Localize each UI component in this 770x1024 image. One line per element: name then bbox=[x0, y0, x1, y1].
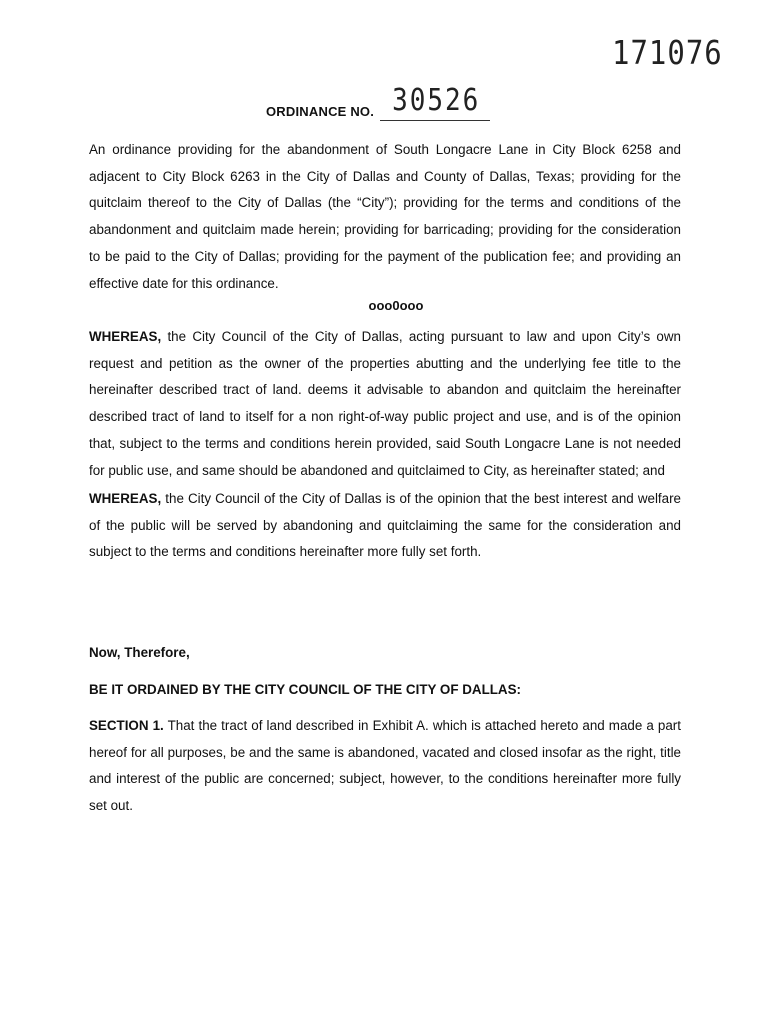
ordinance-label: ORDINANCE NO. bbox=[266, 104, 375, 119]
section-1-lead: SECTION 1. bbox=[89, 718, 164, 733]
section-1 bbox=[89, 713, 681, 820]
now-therefore-heading: Now, Therefore, bbox=[89, 645, 190, 660]
ordinance-intro: An ordinance providing for the abandonment of South Longacre Lane in City Block 6258 and adjacent to City Block 6263 in the City of Dallas and County of Dallas, Texas; providing for the quitclaim thereof to the City of Dallas (the “City”); providing for the terms and conditions of the abandonment and quitclaim made herein; providing for barricading; providing for the consideration to be paid to the City of Dallas; providing for the payment of the publication fee; and providing an effective date for this ordinance. bbox=[89, 142, 681, 291]
whereas-clause-1 bbox=[89, 324, 681, 484]
section-separator: ooo0ooo bbox=[368, 298, 424, 313]
whereas-clause-2 bbox=[89, 486, 681, 566]
whereas-lead: WHEREAS, bbox=[89, 491, 162, 506]
whereas-lead: WHEREAS, bbox=[89, 329, 162, 344]
whereas-text: the City Council of the City of Dallas, acting pursuant to law and upon City’s own request and petition as the owner of the properties abutting and the underlying fee title to the hereinafter described tract of land. deems it advisable to abandon and quitclaim the hereinafter described tract of land to itself for a non right-of-way public project and use, and is of the opinion that, subject to the terms and conditions herein provided, said South Longacre Lane is not needed for public use, and same should be abandoned and quitclaimed to City, as hereinafter stated; and bbox=[89, 329, 681, 478]
whereas-text: the City Council of the City of Dallas is of the opinion that the best interest and welfare of the public will be served by abandoning and quitclaiming the same for the consideration and subject to the terms and conditions hereinafter more fully set forth. bbox=[89, 491, 681, 560]
ordinance-number-line bbox=[266, 84, 490, 121]
ordinance-number: 30526 bbox=[392, 83, 481, 118]
document-stamp-number: 171076 bbox=[612, 33, 723, 73]
section-1-text: That the tract of land described in Exhibit A. which is attached hereto and made a part hereof for all purposes, be and the same is abandoned, vacated and closed insofar as the right, title and interest of the public are concerned; subject, however, to the conditions hereinafter more fully set out. bbox=[89, 718, 681, 814]
ordinance-number-field bbox=[380, 84, 490, 121]
be-it-ordained-heading: BE IT ORDAINED BY THE CITY COUNCIL OF THE CITY OF DALLAS: bbox=[89, 682, 521, 697]
